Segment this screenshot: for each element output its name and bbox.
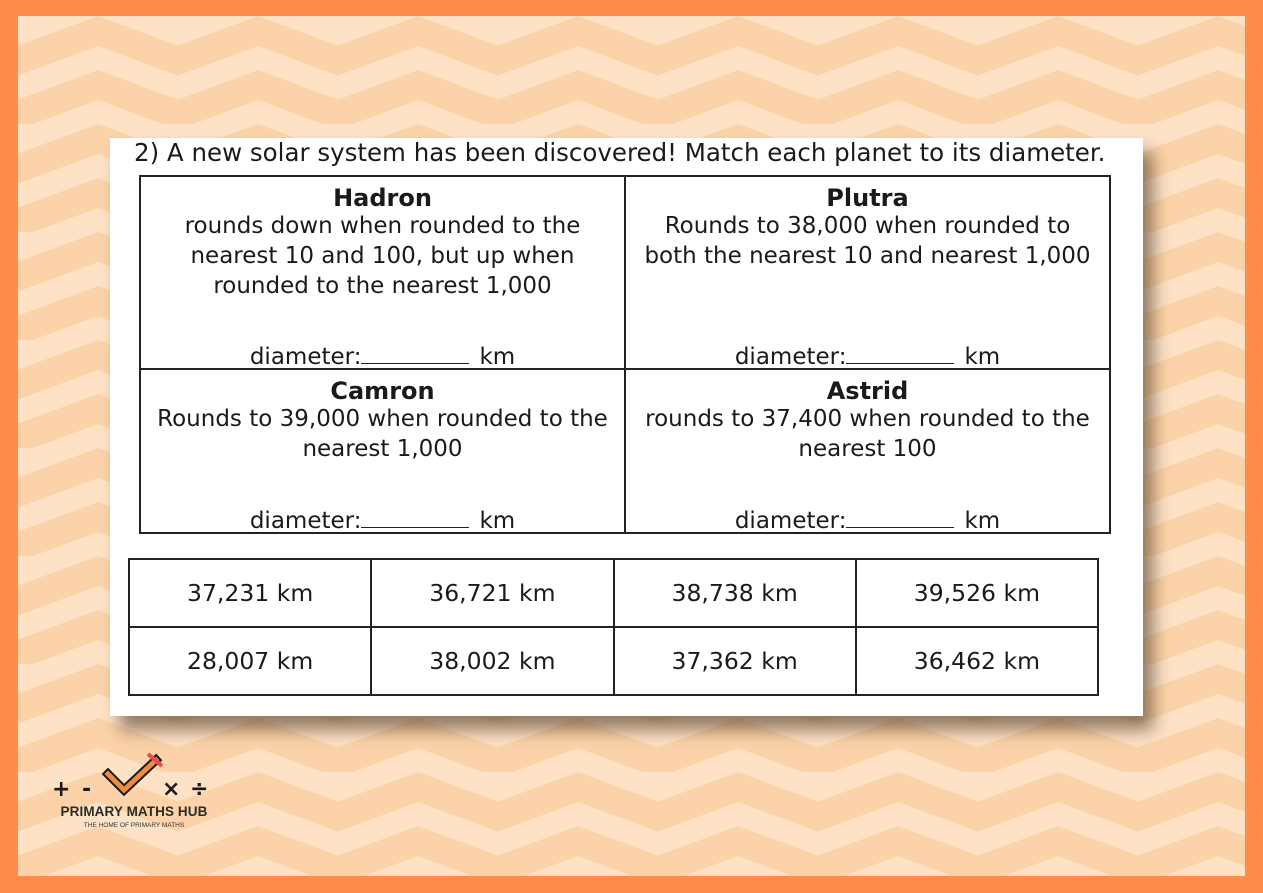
diameter-option[interactable]: 28,007 km (129, 627, 371, 695)
diameter-answer (141, 341, 624, 372)
diameter-unit: km (479, 344, 516, 370)
planet-clues-table (139, 175, 1111, 534)
diameter-unit: km (964, 344, 1001, 370)
diameter-answer (626, 505, 1109, 536)
worksheet-card (110, 138, 1143, 716)
diameter-unit: km (964, 508, 1001, 534)
planet-name: Hadron (333, 184, 432, 212)
divide-icon: ÷ (190, 777, 209, 802)
planet-clue: Rounds to 39,000 when rounded to the nearest 1,000 (157, 406, 608, 462)
diameter-option[interactable]: 38,002 km (371, 627, 613, 695)
diameter-option[interactable]: 36,721 km (371, 559, 613, 627)
logo-title: PRIMARY MATHS HUB (60, 804, 208, 819)
planet-cell-camron (140, 369, 625, 533)
diameter-label: diameter: (734, 344, 847, 370)
diameter-label: diameter: (249, 344, 362, 370)
diameter-option[interactable]: 37,362 km (614, 627, 856, 695)
logo-subtitle: THE HOME OF PRIMARY MATHS (83, 822, 185, 829)
planet-cell-plutra (625, 176, 1110, 369)
planet-cell-hadron (140, 176, 625, 369)
minus-icon: - (82, 777, 92, 802)
planet-name: Astrid (826, 377, 909, 405)
planet-clue: rounds to 37,400 when rounded to the nearest 100 (645, 406, 1090, 462)
planet-cell-astrid (625, 369, 1110, 533)
diameter-answer (626, 341, 1109, 372)
multiply-icon: × (162, 777, 181, 802)
diameter-blank[interactable] (361, 505, 469, 528)
diameter-option[interactable]: 36,462 km (856, 627, 1098, 695)
diameter-label: diameter: (734, 508, 847, 534)
diameter-option[interactable]: 37,231 km (129, 559, 371, 627)
diameter-answer (141, 505, 624, 536)
diameter-blank[interactable] (361, 341, 469, 364)
diameter-label: diameter: (249, 508, 362, 534)
plus-icon: + (52, 777, 71, 802)
diameter-blank[interactable] (846, 341, 954, 364)
planet-name: Camron (330, 377, 435, 405)
planet-clue: rounds down when rounded to the nearest 10 and 100, but up when rounded to the nearest 1,000 (184, 213, 581, 299)
diameter-blank[interactable] (846, 505, 954, 528)
question-text: 2) A new solar system has been discovered! Match each planet to its diameter. (134, 138, 1106, 167)
primary-maths-hub-logo (44, 752, 224, 832)
planet-name: Plutra (826, 184, 909, 212)
diameter-option[interactable]: 39,526 km (856, 559, 1098, 627)
diameter-option[interactable]: 38,738 km (614, 559, 856, 627)
checkmark-icon (108, 754, 162, 790)
diameter-options-table (128, 558, 1099, 696)
planet-clue: Rounds to 38,000 when rounded to both the nearest 10 and nearest 1,000 (644, 213, 1091, 269)
logo-symbols-icon (44, 752, 224, 804)
diameter-unit: km (479, 508, 516, 534)
